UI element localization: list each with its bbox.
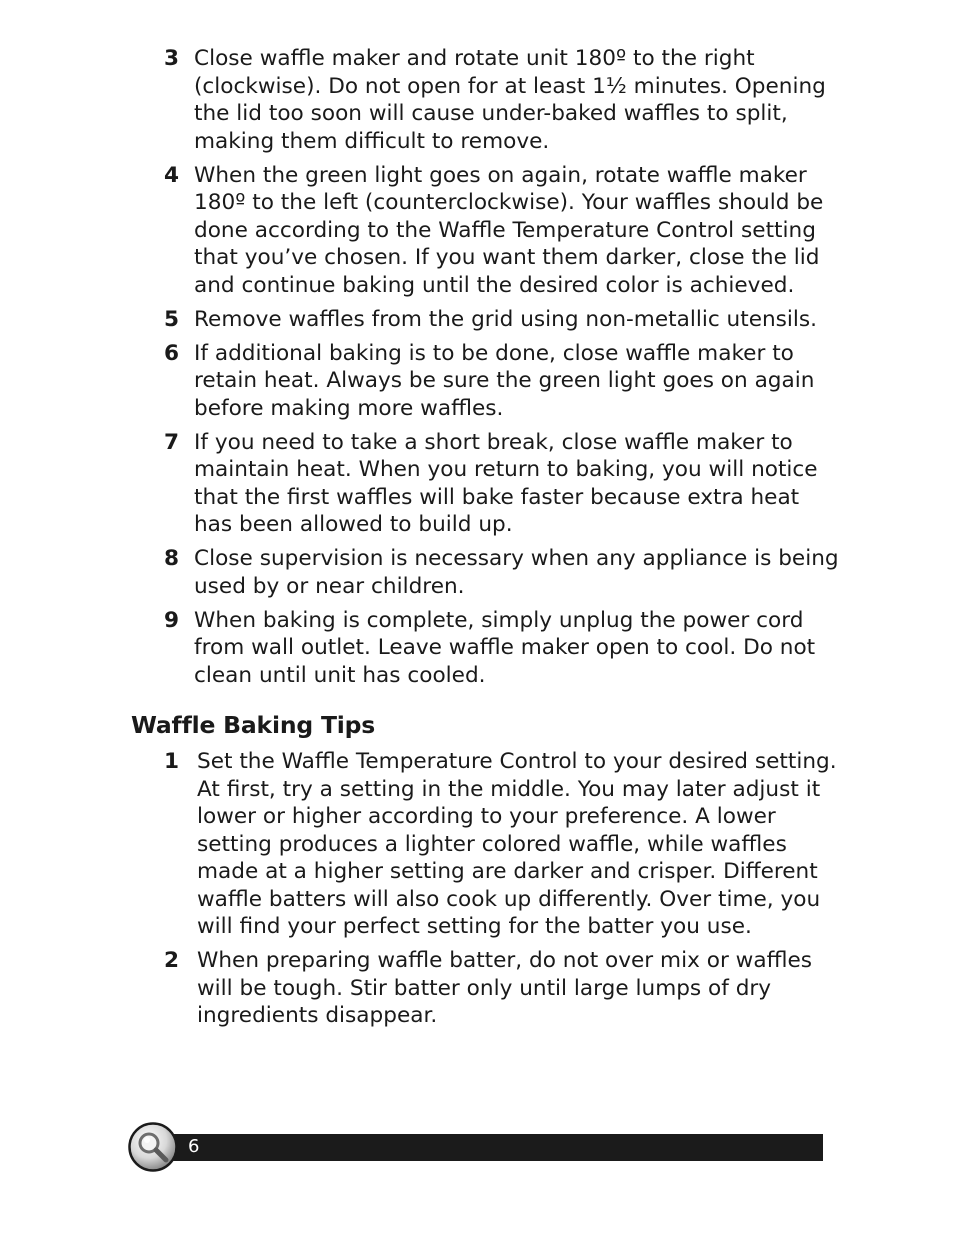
step-text: When baking is complete, simply unplug the power cord from wall outlet. Leave waffle maker open to cool. Do not clean until unit has cooled.	[194, 607, 816, 688]
list-item	[0, 306, 954, 334]
step-text: If you need to take a short break, close waffle maker to maintain heat. When you return to baking, you will notice that the first waffles will bake faster because extra heat has been allowed to build up.	[194, 429, 818, 537]
step-text: Remove waffles from the grid using non-metallic utensils.	[194, 306, 818, 332]
tips-list	[0, 748, 954, 1030]
list-item	[0, 162, 954, 300]
list-item	[0, 429, 954, 539]
step-text: If additional baking is to be done, close waffle maker to retain heat. Always be sure the green light goes on again before making more waffles.	[194, 340, 815, 421]
list-item	[0, 748, 954, 941]
list-item	[0, 45, 954, 155]
magnifier-icon	[128, 1122, 178, 1172]
step-number: 3	[164, 46, 180, 71]
page-number: 6	[188, 1136, 200, 1157]
list-item	[0, 947, 954, 1030]
step-number: 9	[164, 607, 180, 633]
step-number: 7	[164, 429, 180, 455]
continued-steps-list	[0, 45, 954, 689]
tip-text: Set the Waffle Temperature Control to your desired setting. At first, try a setting in the middle. You may later adjust it lower or higher according to your preference. A lower setting produces a lighter colored waffle, while waffles made at a higher setting are darker and crisper. Different waffle batters will also cook up differently. Over time, you will find your perfect setting for the batter you use.	[197, 749, 837, 939]
step-number: 4	[164, 162, 180, 188]
tip-number: 1	[164, 749, 180, 774]
page-footer	[128, 1122, 828, 1174]
step-text: Close supervision is necessary when any appliance is being used by or near children.	[194, 546, 839, 599]
step-number: 8	[164, 546, 180, 571]
step-text: Close waffle maker and rotate unit 180º to the right (clockwise). Do not open for at least 1½ minutes. Opening the lid too soon will cause under-baked waffles to split, making them difficult to remove.	[194, 46, 826, 154]
tip-text: When preparing waffle batter, do not over mix or waffles will be tough. Stir batter only until large lumps of dry ingredients disappear.	[197, 948, 812, 1028]
list-item	[0, 607, 954, 690]
step-number: 6	[164, 340, 180, 366]
list-item	[0, 545, 954, 600]
section-heading: Waffle Baking Tips	[131, 711, 376, 739]
list-item	[0, 340, 954, 423]
tip-number: 2	[164, 948, 180, 973]
footer-bar	[168, 1134, 823, 1161]
step-text: When the green light goes on again, rotate waffle maker 180º to the left (counterclockwise). Your waffles should be done according to the Waffle Temperature Control setting that you’ve chosen. If you want them darker, close the lid and continue baking until the desired color is achieved.	[194, 162, 824, 298]
step-number: 5	[164, 306, 180, 332]
